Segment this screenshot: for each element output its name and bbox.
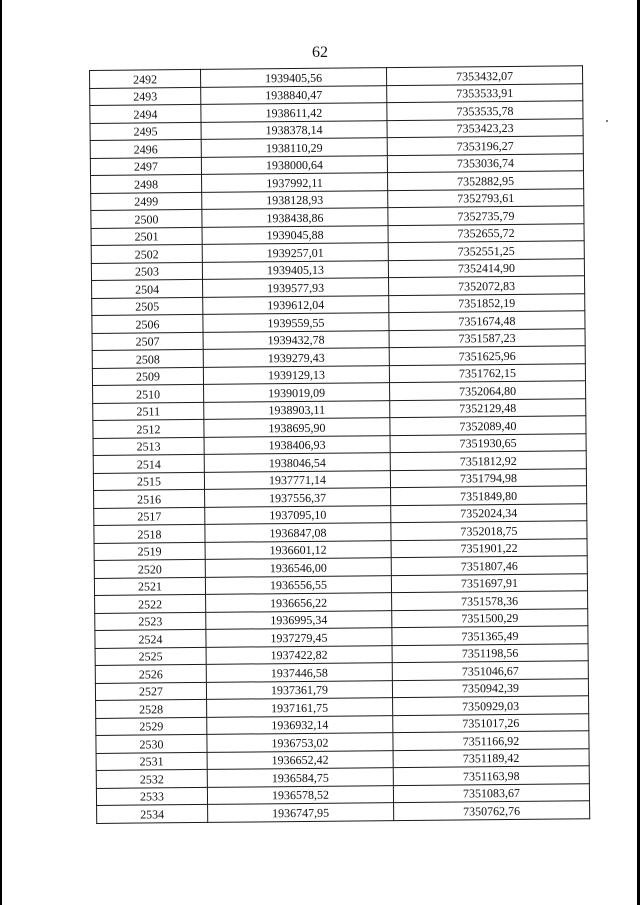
point-number-cell: 2526 <box>95 664 206 683</box>
y-coordinate-cell: 7353432,07 <box>386 66 582 85</box>
scan-speck <box>606 120 608 122</box>
x-coordinate-cell: 1937361,79 <box>206 680 392 699</box>
point-number-cell: 2509 <box>92 367 203 386</box>
x-coordinate-cell: 1937556,37 <box>205 488 391 507</box>
x-coordinate-cell: 1939129,13 <box>203 365 389 384</box>
point-number-cell: 2534 <box>97 804 208 823</box>
y-coordinate-cell: 7351046,67 <box>392 661 588 680</box>
x-coordinate-cell: 1938128,93 <box>202 190 388 209</box>
y-coordinate-cell: 7351794,98 <box>390 468 586 487</box>
y-coordinate-cell: 7351625,96 <box>389 346 585 365</box>
y-coordinate-cell: 7352089,40 <box>390 416 586 435</box>
x-coordinate-cell: 1936753,02 <box>207 733 393 752</box>
table-row <box>97 801 590 823</box>
x-coordinate-cell: 1936584,75 <box>207 768 393 787</box>
point-number-cell: 2517 <box>94 507 205 526</box>
point-number-cell: 2512 <box>93 419 204 438</box>
y-coordinate-cell: 7351901,22 <box>391 538 587 557</box>
x-coordinate-cell: 1936995,34 <box>206 610 392 629</box>
x-coordinate-cell: 1937446,58 <box>206 663 392 682</box>
x-coordinate-cell: 1936546,00 <box>205 558 391 577</box>
x-coordinate-cell: 1936747,95 <box>208 803 394 822</box>
x-coordinate-cell: 1936578,52 <box>207 785 393 804</box>
x-coordinate-cell: 1938378,14 <box>201 120 387 139</box>
point-number-cell: 2506 <box>92 314 203 333</box>
x-coordinate-cell: 1937095,10 <box>205 505 391 524</box>
x-coordinate-cell: 1938110,29 <box>201 138 387 157</box>
y-coordinate-cell: 7350929,03 <box>393 696 589 715</box>
x-coordinate-cell: 1936932,14 <box>207 715 393 734</box>
point-number-cell: 2515 <box>93 472 204 491</box>
x-coordinate-cell: 1937771,14 <box>204 470 390 489</box>
point-number-cell: 2524 <box>95 629 206 648</box>
point-number-cell: 2510 <box>93 384 204 403</box>
point-number-cell: 2532 <box>96 769 207 788</box>
x-coordinate-cell: 1937279,45 <box>206 628 392 647</box>
y-coordinate-cell: 7351930,65 <box>390 433 586 452</box>
point-number-cell: 2514 <box>93 454 204 473</box>
x-coordinate-cell: 1938406,93 <box>204 435 390 454</box>
y-coordinate-cell: 7351697,91 <box>391 573 587 592</box>
y-coordinate-cell: 7350762,76 <box>394 801 590 820</box>
y-coordinate-cell: 7352018,75 <box>391 521 587 540</box>
y-coordinate-cell: 7351083,67 <box>393 783 589 802</box>
y-coordinate-cell: 7351587,23 <box>389 328 585 347</box>
y-coordinate-cell: 7351578,36 <box>392 591 588 610</box>
x-coordinate-cell: 1939577,93 <box>203 278 389 297</box>
point-number-cell: 2494 <box>90 104 201 123</box>
y-coordinate-cell: 7352655,72 <box>388 223 584 242</box>
x-coordinate-cell: 1936652,42 <box>207 750 393 769</box>
point-number-cell: 2520 <box>94 559 205 578</box>
point-number-cell: 2525 <box>95 647 206 666</box>
x-coordinate-cell: 1937161,75 <box>207 698 393 717</box>
point-number-cell: 2531 <box>96 752 207 771</box>
point-number-cell: 2511 <box>93 402 204 421</box>
y-coordinate-cell: 7351017,26 <box>393 713 589 732</box>
x-coordinate-cell: 1939432,78 <box>203 330 389 349</box>
y-coordinate-cell: 7352064,80 <box>390 381 586 400</box>
point-number-cell: 2529 <box>96 717 207 736</box>
y-coordinate-cell: 7352129,48 <box>390 398 586 417</box>
y-coordinate-cell: 7352024,34 <box>391 503 587 522</box>
y-coordinate-cell: 7352735,79 <box>388 206 584 225</box>
point-number-cell: 2516 <box>94 489 205 508</box>
y-coordinate-cell: 7352414,90 <box>388 258 584 277</box>
y-coordinate-cell: 7351166,92 <box>393 731 589 750</box>
scan-border-left <box>0 0 2 905</box>
y-coordinate-cell: 7351762,15 <box>389 363 585 382</box>
x-coordinate-cell: 1939045,88 <box>202 225 388 244</box>
x-coordinate-cell: 1939559,55 <box>203 313 389 332</box>
x-coordinate-cell: 1939257,01 <box>202 243 388 262</box>
x-coordinate-cell: 1939019,09 <box>204 383 390 402</box>
x-coordinate-cell: 1939405,56 <box>200 68 386 87</box>
point-number-cell: 2527 <box>95 682 206 701</box>
y-coordinate-cell: 7352882,95 <box>387 171 583 190</box>
x-coordinate-cell: 1936556,55 <box>205 575 391 594</box>
x-coordinate-cell: 1938438,86 <box>202 208 388 227</box>
x-coordinate-cell: 1937992,11 <box>202 173 388 192</box>
y-coordinate-cell: 7353533,91 <box>387 83 583 102</box>
y-coordinate-cell: 7351807,46 <box>391 556 587 575</box>
point-number-cell: 2498 <box>91 174 202 193</box>
point-number-cell: 2522 <box>95 594 206 613</box>
y-coordinate-cell: 7353423,23 <box>387 118 583 137</box>
point-number-cell: 2499 <box>91 192 202 211</box>
page-number: 62 <box>312 44 328 61</box>
coordinates-table-body <box>90 66 590 823</box>
point-number-cell: 2497 <box>90 157 201 176</box>
x-coordinate-cell: 1936656,22 <box>206 593 392 612</box>
y-coordinate-cell: 7352551,25 <box>388 241 584 260</box>
y-coordinate-cell: 7351812,92 <box>390 451 586 470</box>
point-number-cell: 2533 <box>96 787 207 806</box>
point-number-cell: 2519 <box>94 542 205 561</box>
point-number-cell: 2530 <box>96 734 207 753</box>
y-coordinate-cell: 7353036,74 <box>387 153 583 172</box>
point-number-cell: 2505 <box>92 297 203 316</box>
x-coordinate-cell: 1939279,43 <box>203 348 389 367</box>
x-coordinate-cell: 1938840,47 <box>201 85 387 104</box>
y-coordinate-cell: 7352072,83 <box>389 276 585 295</box>
x-coordinate-cell: 1937422,82 <box>206 645 392 664</box>
y-coordinate-cell: 7353196,27 <box>387 136 583 155</box>
point-number-cell: 2504 <box>92 279 203 298</box>
point-number-cell: 2521 <box>94 577 205 596</box>
point-number-cell: 2508 <box>92 349 203 368</box>
coordinates-table-container <box>89 65 586 823</box>
x-coordinate-cell: 1938695,90 <box>204 418 390 437</box>
point-number-cell: 2500 <box>91 209 202 228</box>
y-coordinate-cell: 7350942,39 <box>392 678 588 697</box>
x-coordinate-cell: 1938903,11 <box>204 400 390 419</box>
x-coordinate-cell: 1939405,13 <box>202 260 388 279</box>
y-coordinate-cell: 7351852,19 <box>389 293 585 312</box>
y-coordinate-cell: 7351163,98 <box>393 766 589 785</box>
y-coordinate-cell: 7352793,61 <box>388 188 584 207</box>
point-number-cell: 2496 <box>90 139 201 158</box>
x-coordinate-cell: 1938046,54 <box>204 453 390 472</box>
y-coordinate-cell: 7351849,80 <box>391 486 587 505</box>
point-number-cell: 2518 <box>94 524 205 543</box>
point-number-cell: 2523 <box>95 612 206 631</box>
y-coordinate-cell: 7351189,42 <box>393 748 589 767</box>
y-coordinate-cell: 7351198,56 <box>392 643 588 662</box>
point-number-cell: 2502 <box>91 244 202 263</box>
point-number-cell: 2495 <box>90 122 201 141</box>
y-coordinate-cell: 7351674,48 <box>389 311 585 330</box>
point-number-cell: 2528 <box>96 699 207 718</box>
x-coordinate-cell: 1936847,08 <box>205 523 391 542</box>
point-number-cell: 2513 <box>93 437 204 456</box>
x-coordinate-cell: 1936601,12 <box>205 540 391 559</box>
y-coordinate-cell: 7351500,29 <box>392 608 588 627</box>
point-number-cell: 2501 <box>91 227 202 246</box>
x-coordinate-cell: 1938611,42 <box>201 103 387 122</box>
x-coordinate-cell: 1939612,04 <box>203 295 389 314</box>
point-number-cell: 2492 <box>90 69 201 88</box>
y-coordinate-cell: 7351365,49 <box>392 626 588 645</box>
y-coordinate-cell: 7353535,78 <box>387 101 583 120</box>
point-number-cell: 2507 <box>92 332 203 351</box>
point-number-cell: 2493 <box>90 87 201 106</box>
x-coordinate-cell: 1938000,64 <box>201 155 387 174</box>
coordinates-table <box>89 65 590 823</box>
point-number-cell: 2503 <box>91 262 202 281</box>
